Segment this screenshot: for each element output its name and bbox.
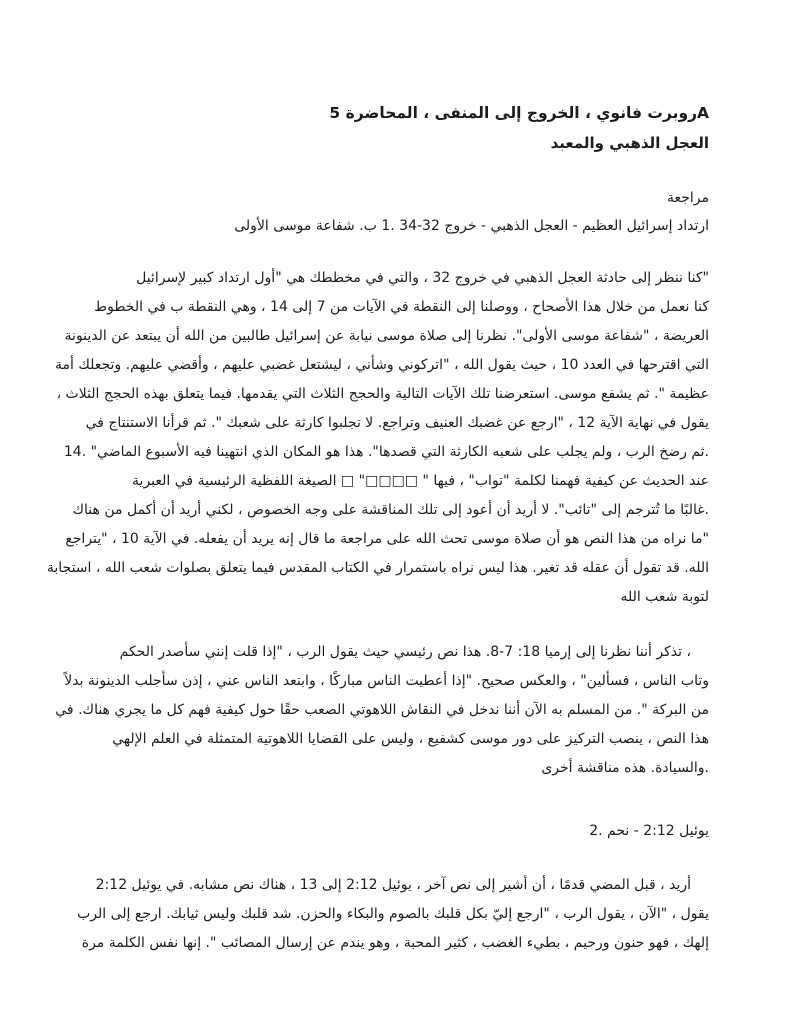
text-line: إلهك ، فهو حنون ورحيم ، بطيء الغضب ، كثير المحبة ، وهو يندم عن إرسال المصائب ". إنها نفس الكلمة مرة — [81, 935, 709, 951]
text-line: لتوبة شعب الله — [620, 589, 709, 605]
text-line: الله. قد تقول أن عقله قد تغير. هذا ليس نراه باستمرار في الكتاب المقدس فيما يتعلق بصلوات شعب الله ، استجابة — [46, 560, 709, 576]
text-line: أريد ، قبل المضي قدمًا ، أن أشير إلى نص آخر ، يوئيل 2:12 إلى 13 ، هناك نص مشابه. في يوئيل 2:12 — [95, 877, 691, 893]
text-line: "كنا ننظر إلى حادثة العجل الذهبي في خروج 32 ، والتي في مخططك هي "أول ارتداد كبير لإسرائيل — [136, 270, 709, 286]
text-line: وتاب الناس ، فسألين" ، والعكس صحيح. "إذا أعطيت الناس مباركًا ، وابتعد الناس عني ، إذن سأجلب الدينونة بدلاً — [64, 673, 709, 689]
outline-item: ارتداد إسرائيل العظيم - العجل الذهبي - خروج 32-34 .1 ب. شفاعة موسى الأولى — [234, 218, 709, 234]
text-line: "ما نراه من هذا النص هو أن صلاة موسى تحث الله على مراجعة ما قال إنه يريد أن يفعله. في الآية 10 ، "يتراجع — [65, 531, 709, 547]
paragraph-jeremiah — [55, 638, 709, 783]
text-line: يقول في نهاية الآية 12 ، "ارجع عن غضبك العنيف وتراجع. لا تجلبوا كارثة على شعبك ". ثم قرأنا الاستنتاج في — [85, 415, 709, 431]
text-line: عظيمة ". ثم يشفع موسى. استعرضنا تلك الآيات التالية والحجج الثلاث التي يقدمها. فيما يتعلق بهذه الحجج الثلاث ، — [56, 386, 709, 402]
text-line: من البركة ". من المسلم به الآن أننا ندخل في النقاش اللاهوتي الصعب حقًا حول كيفية فهم كل ما يجري هناك. في — [55, 702, 709, 718]
text-line: العريضة ، "شفاعة موسى الأولى". نظرنا إلى صلاة موسى نيابة عن إسرائيل طالبين من الله أن يبتعد عن الدينونة — [64, 328, 709, 344]
text-line: .والسيادة. هذه مناقشة أخرى — [541, 760, 709, 776]
text-line: كنا نعمل من خلال هذا الأصحاح ، ووصلنا إلى النقطة في الآيات من 7 إلى 14 ، وهي النقطة ب في الخطوط — [94, 299, 709, 315]
section-heading-joel: يوئيل 2:12 - نحم .2 — [589, 823, 709, 839]
text-line: .غالبًا ما تُترجم إلى "تائب". لا أريد أن أعود إلى تلك المناقشة على وجه الخصوص ، لكني أريد أن أكمل من هناك — [72, 502, 709, 518]
document-title: Aروبرت فانوي ، الخروج إلى المنفى ، المحاضرة 5 — [329, 104, 709, 122]
document-subtitle: العجل الذهبي والمعبد — [550, 134, 709, 152]
text-line: هذا النص ، ينصب التركيز على دور موسى كشفيع ، وليس على القضايا اللاهوتية المتمثلة في العلم الإلهي — [112, 731, 709, 747]
text-line: التي اقترحها في العدد 10 ، حيث يقول الله ، "اتركوني وشأني ، ليشتعل غضبي عليهم ، وأقضي عليهم. وتجعلك أمة — [54, 357, 709, 373]
text-line: عند الحديث عن كيفية فهمنا لكلمة "تواب" ، فيها " □□□□" □ الصيغة اللفظية الرئيسية في العبرية — [132, 473, 709, 489]
section-heading-review: مراجعة — [666, 190, 709, 206]
paragraph-joel — [77, 871, 709, 958]
text-line: ، تذكر أننا نظرنا إلى إرميا 18: 7-8. هذا نص رئيسي حيث يقول الرب ، "إذا قلت إنني سأصدر الحكم — [119, 644, 691, 660]
text-line: .ثم رضخ الرب ، ولم يجلب على شعبه الكارثة التي قصدها". هذا هو المكان الذي انتهينا فيه الأسبوع الماضي" .14 — [63, 444, 709, 460]
paragraph-golden-calf — [46, 264, 709, 612]
text-line: يقول ، "الآن ، يقول الرب ، "ارجع إليّ بكل قلبك بالصوم والبكاء والحزن. شد قلبك وليس ثيابك. ارجع إلى الرب — [77, 906, 709, 922]
document-content — [46, 98, 709, 984]
